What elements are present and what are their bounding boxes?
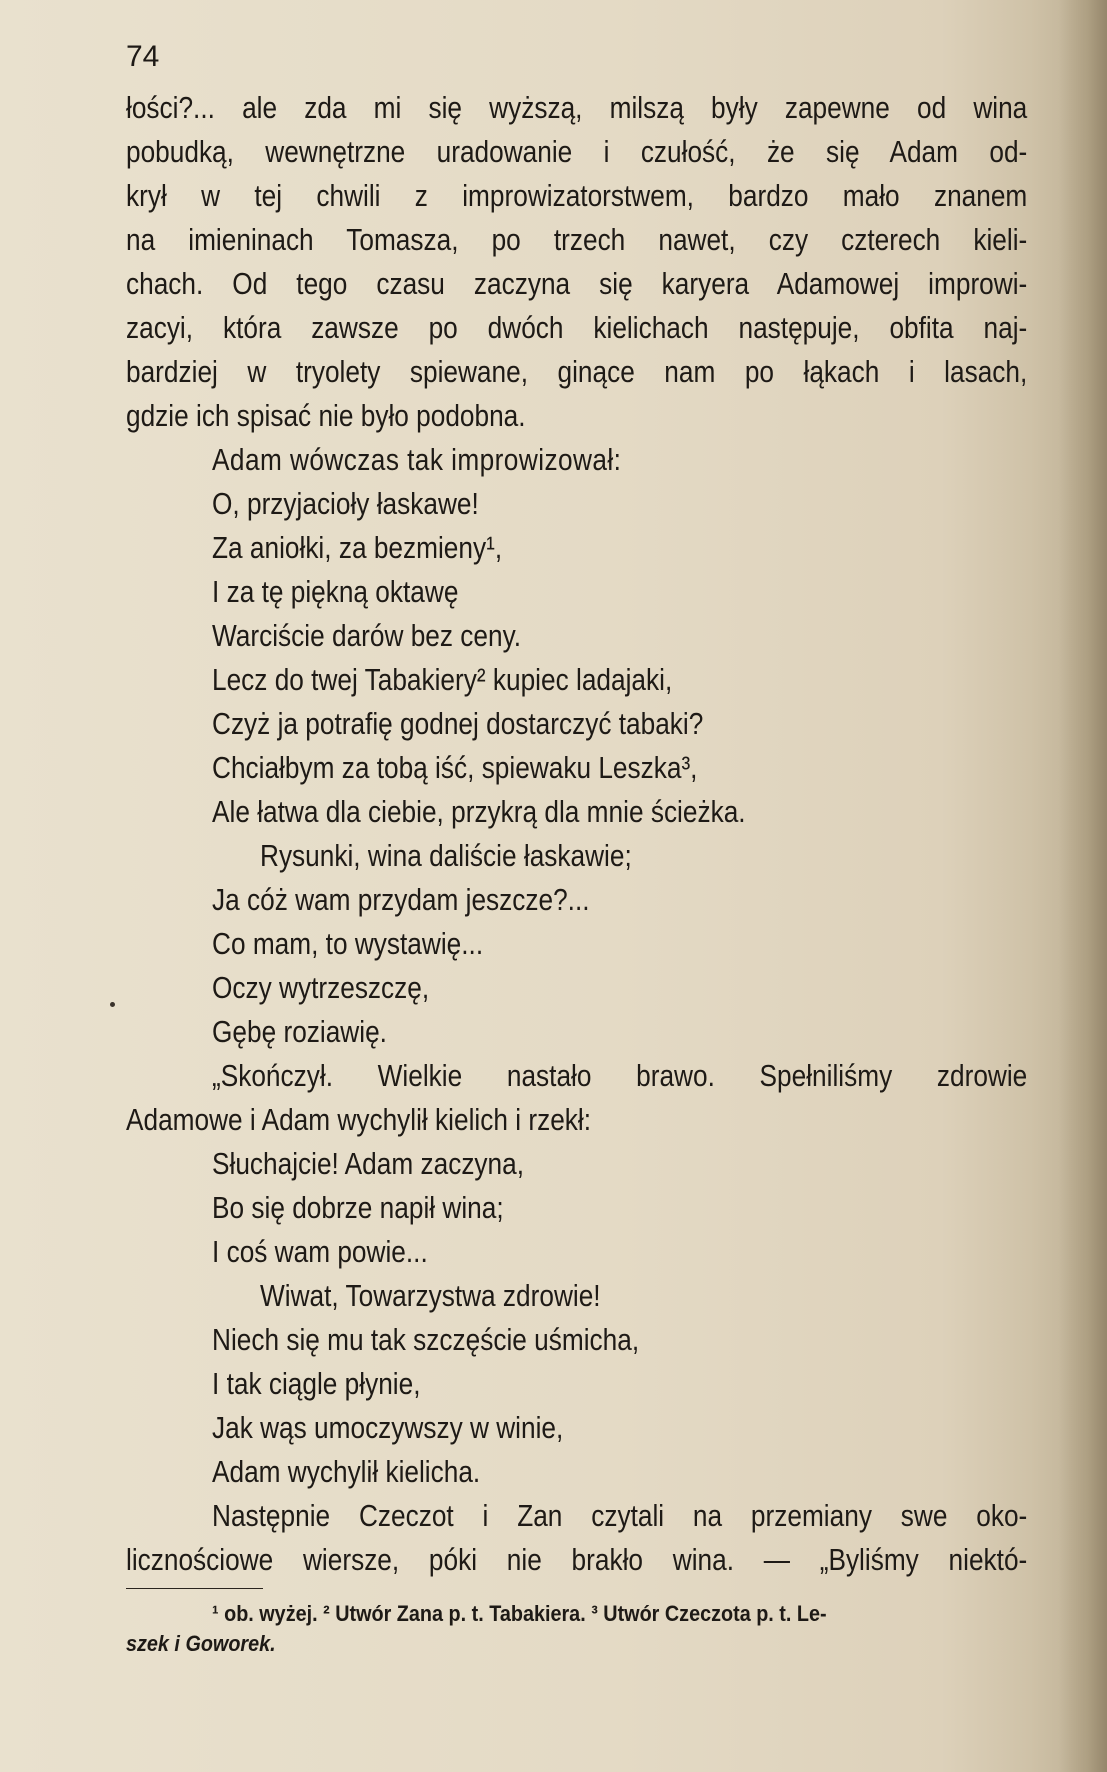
poem-line: Ale łatwa dla ciebie, przykrą dla mnie ścieżka.	[212, 795, 746, 829]
poem-line: Gębę roziawię.	[212, 1015, 387, 1049]
poem-line: Ja cóż wam przydam jeszcze?...	[212, 883, 590, 917]
footnote-line: szek i Goworek.	[126, 1631, 276, 1656]
footnote-line: ¹ ob. wyżej. ² Utwór Zana p. t. Tabakiera. ³ Utwór Czeczota p. t. Le-	[212, 1601, 827, 1626]
text-line: łości?... ale zda mi się wyższą, milszą były zapewne od wina	[126, 91, 1028, 125]
text-line: Adam wówczas tak improwizował:	[212, 443, 622, 477]
poem-line: Niech się mu tak szczęście uśmicha,	[212, 1323, 640, 1357]
text-line: krył w tej chwili z improwizatorstwem, bardzo mało znanem	[126, 179, 1028, 213]
stray-dot	[110, 1002, 115, 1007]
footnote-rule	[126, 1588, 263, 1589]
page-number: 74	[126, 40, 160, 73]
poem-line: Warciście darów bez ceny.	[212, 619, 522, 653]
poem-line: Za aniołki, za bezmieny¹,	[212, 531, 503, 565]
poem-line: Słuchajcie! Adam zaczyna,	[212, 1147, 525, 1181]
poem-line: Adam wychylił kielicha.	[212, 1455, 481, 1489]
text-line: zacyi, która zawsze po dwóch kielichach następuje, obfita naj-	[126, 311, 1028, 345]
text-line: Następnie Czeczot i Zan czytali na przemiany swe oko-	[212, 1499, 1028, 1533]
poem-line: Oczy wytrzeszczę,	[212, 971, 430, 1005]
text-line: chach. Od tego czasu zaczyna się karyera Adamowej improwi-	[126, 267, 1028, 301]
text-line: na imieninach Tomasza, po trzech nawet, czy czterech kieli-	[126, 223, 1028, 257]
poem-line: Rysunki, wina daliście łaskawie;	[260, 839, 632, 873]
poem-line: Wiwat, Towarzystwa zdrowie!	[260, 1279, 601, 1313]
poem-line: Bo się dobrze napił wina;	[212, 1191, 504, 1225]
text-line: „Skończył. Wielkie nastało brawo. Spełniliśmy zdrowie	[212, 1059, 1028, 1093]
poem-line: O, przyjacioły łaskawe!	[212, 487, 479, 521]
poem-line: Co mam, to wystawię...	[212, 927, 484, 961]
text-line: licznościowe wiersze, póki nie brakło wina. — „Byliśmy niektó-	[126, 1543, 1028, 1577]
text-line: Adamowe i Adam wychylił kielich i rzekł:	[126, 1103, 592, 1137]
poem-line: I tak ciągle płynie,	[212, 1367, 421, 1401]
poem-line: I za tę piękną oktawę	[212, 575, 459, 609]
poem-line: Lecz do twej Tabakiery² kupiec ladajaki,	[212, 663, 673, 697]
text-line: gdzie ich spisać nie było podobna.	[126, 399, 526, 433]
poem-line: I coś wam powie...	[212, 1235, 428, 1269]
poem-line: Czyż ja potrafię godnej dostarczyć tabaki?	[212, 707, 704, 741]
page-edge-shadow	[1059, 0, 1107, 1772]
text-line: bardziej w tryolety spiewane, ginące nam po łąkach i lasach,	[126, 355, 1028, 389]
poem-line: Jak wąs umoczywszy w winie,	[212, 1411, 564, 1445]
poem-line: Chciałbym za tobą iść, spiewaku Leszka³,	[212, 751, 698, 785]
text-line: pobudką, wewnętrzne uradowanie i czułość, że się Adam od-	[126, 135, 1028, 169]
